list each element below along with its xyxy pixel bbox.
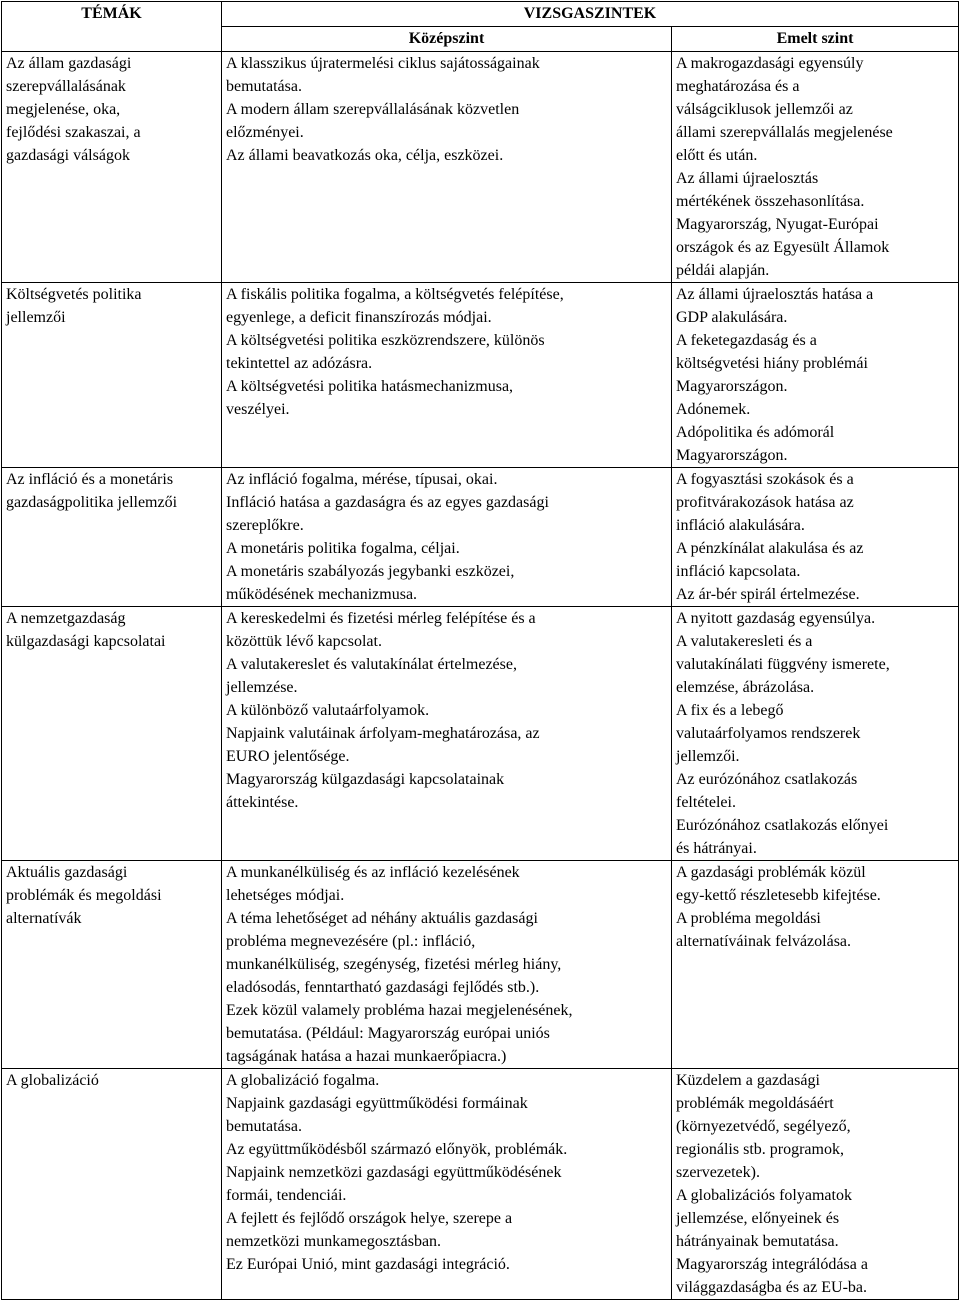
exam-requirements-table bbox=[1, 1, 959, 1300]
table-row bbox=[2, 861, 959, 1069]
intermediate-level-header: Középszint bbox=[222, 27, 672, 52]
advanced-line: infláció kapcsolata. bbox=[676, 563, 801, 580]
topic-line: szerepvállalásának bbox=[6, 78, 126, 95]
intermediate-line: munkanélküliség, szegénység, fizetési mérleg hiány, bbox=[226, 956, 562, 973]
advanced-line: A makrogazdasági egyensúly bbox=[676, 55, 864, 72]
topic-cell bbox=[2, 861, 222, 1069]
intermediate-line: A különböző valutaárfolyamok. bbox=[226, 702, 430, 719]
topic-line: alternatívák bbox=[6, 910, 82, 927]
intermediate-line: jellemzése. bbox=[226, 679, 298, 696]
advanced-line: Magyarország, Nyugat-Európai bbox=[676, 216, 879, 233]
intermediate-line: Az infláció fogalma, mérése, típusai, okai. bbox=[226, 471, 498, 488]
intermediate-line: A klasszikus újratermelési ciklus sajátosságainak bbox=[226, 55, 540, 72]
intermediate-line: EURO jelentősége. bbox=[226, 748, 350, 765]
advanced-line: Az ár-bér spirál értelmezése. bbox=[676, 586, 860, 603]
advanced-line: A valutakeresleti és a bbox=[676, 633, 813, 650]
intermediate-line: áttekintése. bbox=[226, 794, 299, 811]
advanced-line: A feketegazdaság és a bbox=[676, 332, 817, 349]
intermediate-cell bbox=[222, 607, 672, 861]
intermediate-line: működésének mechanizmusa. bbox=[226, 586, 418, 603]
topic-line: A globalizáció bbox=[6, 1072, 99, 1089]
advanced-line: profitvárakozások hatása az bbox=[676, 494, 854, 511]
intermediate-line: A globalizáció fogalma. bbox=[226, 1072, 380, 1089]
topic-line: Az állam gazdasági bbox=[6, 55, 132, 72]
advanced-line: GDP alakulására. bbox=[676, 309, 788, 326]
topic-cell bbox=[2, 1069, 222, 1300]
advanced-line: meghatározása és a bbox=[676, 78, 800, 95]
advanced-line: (környezetvédő, segélyező, bbox=[676, 1118, 851, 1135]
advanced-line: állami szerepvállalás megjelenése bbox=[676, 124, 893, 141]
intermediate-line: A költségvetési politika hatásmechanizmusa, bbox=[226, 378, 514, 395]
intermediate-line: bemutatása. bbox=[226, 78, 302, 95]
topic-line: Költségvetés politika bbox=[6, 286, 142, 303]
advanced-line: Az eurózónához csatlakozás bbox=[676, 771, 858, 788]
topic-cell bbox=[2, 468, 222, 607]
table-row bbox=[2, 468, 959, 607]
topic-cell bbox=[2, 52, 222, 283]
advanced-cell bbox=[672, 1069, 959, 1300]
table-row bbox=[2, 607, 959, 861]
topics-header: TÉMÁK bbox=[2, 2, 222, 52]
intermediate-line: A monetáris politika fogalma, céljai. bbox=[226, 540, 460, 557]
table-row bbox=[2, 52, 959, 283]
intermediate-line: A monetáris szabályozás jegybanki eszközei, bbox=[226, 563, 515, 580]
advanced-line: infláció alakulására. bbox=[676, 517, 805, 534]
intermediate-line: szereplőkre. bbox=[226, 517, 304, 534]
intermediate-line: A munkanélküliség és az infláció kezelésének bbox=[226, 864, 520, 881]
advanced-line: valutakínálati függvény ismerete, bbox=[676, 656, 890, 673]
topic-line: Az infláció és a monetáris bbox=[6, 471, 174, 488]
advanced-line: Eurózónához csatlakozás előnyei bbox=[676, 817, 889, 834]
topic-line: problémák és megoldási bbox=[6, 887, 162, 904]
intermediate-line: egyenlege, a deficit finanszírozás módjai. bbox=[226, 309, 492, 326]
intermediate-line: A modern állam szerepvállalásának közvetlen bbox=[226, 101, 520, 118]
advanced-line: Adónemek. bbox=[676, 401, 751, 418]
advanced-line: példái alapján. bbox=[676, 262, 770, 279]
advanced-line: feltételei. bbox=[676, 794, 736, 811]
advanced-cell bbox=[672, 283, 959, 468]
intermediate-cell bbox=[222, 283, 672, 468]
advanced-line: Küzdelem a gazdasági bbox=[676, 1072, 820, 1089]
advanced-line: Magyarországon. bbox=[676, 447, 788, 464]
intermediate-line: nemzetközi munkamegosztásban. bbox=[226, 1233, 442, 1250]
advanced-line: és hátrányai. bbox=[676, 840, 757, 857]
advanced-level-header: Emelt szint bbox=[672, 27, 959, 52]
advanced-line: költségvetési hiány problémái bbox=[676, 355, 868, 372]
intermediate-line: Magyarország külgazdasági kapcsolatainak bbox=[226, 771, 505, 788]
advanced-line: egy-kettő részletesebb kifejtése. bbox=[676, 887, 881, 904]
exam-levels-header: VIZSGASZINTEK bbox=[222, 2, 959, 27]
advanced-line: szervezetek). bbox=[676, 1164, 760, 1181]
intermediate-line: formái, tendenciái. bbox=[226, 1187, 347, 1204]
advanced-line: elemzése, ábrázolása. bbox=[676, 679, 815, 696]
advanced-line: A gazdasági problémák közül bbox=[676, 864, 866, 881]
intermediate-line: Ez Európai Unió, mint gazdasági integráció. bbox=[226, 1256, 510, 1273]
intermediate-line: Az állami beavatkozás oka, célja, eszközei. bbox=[226, 147, 504, 164]
intermediate-line: A fejlett és fejlődő országok helye, szerepe a bbox=[226, 1210, 513, 1227]
topic-line: külgazdasági kapcsolatai bbox=[6, 633, 166, 650]
advanced-line: problémák megoldásáért bbox=[676, 1095, 834, 1112]
advanced-line: előtt és után. bbox=[676, 147, 758, 164]
intermediate-line: lehetséges módjai. bbox=[226, 887, 345, 904]
intermediate-line: előzményei. bbox=[226, 124, 304, 141]
advanced-line: valutaárfolyamos rendszerek bbox=[676, 725, 861, 742]
advanced-line: jellemzése, előnyeinek és bbox=[676, 1210, 840, 1227]
topic-line: fejlődési szakaszai, a bbox=[6, 124, 141, 141]
advanced-line: A globalizációs folyamatok bbox=[676, 1187, 852, 1204]
advanced-line: Az állami újraelosztás bbox=[676, 170, 819, 187]
intermediate-line: Napjaink nemzetközi gazdasági együttműködésének bbox=[226, 1164, 562, 1181]
intermediate-cell bbox=[222, 468, 672, 607]
intermediate-line: A valutakereslet és valutakínálat értelmezése, bbox=[226, 656, 517, 673]
advanced-line: A probléma megoldási bbox=[676, 910, 821, 927]
advanced-line: A fix és a lebegő bbox=[676, 702, 784, 719]
topic-line: gazdaságpolitika jellemzői bbox=[6, 494, 178, 511]
intermediate-line: A téma lehetőséget ad néhány aktuális gazdasági bbox=[226, 910, 538, 927]
advanced-line: jellemzői. bbox=[676, 748, 740, 765]
advanced-line: Az állami újraelosztás hatása a bbox=[676, 286, 874, 303]
advanced-line: Adópolitika és adómorál bbox=[676, 424, 835, 441]
advanced-line: mértékének összehasonlítása. bbox=[676, 193, 865, 210]
advanced-line: hátrányainak bemutatása. bbox=[676, 1233, 839, 1250]
advanced-line: világgazdaságba és az EU-ba. bbox=[676, 1279, 868, 1296]
topic-line: Aktuális gazdasági bbox=[6, 864, 128, 881]
intermediate-line: tekintettel az adózásra. bbox=[226, 355, 373, 372]
table-row bbox=[2, 1069, 959, 1300]
intermediate-line: bemutatása. (Például: Magyarország európai uniós bbox=[226, 1025, 550, 1042]
advanced-line: Magyarországon. bbox=[676, 378, 788, 395]
advanced-cell bbox=[672, 861, 959, 1069]
intermediate-line: Infláció hatása a gazdaságra és az egyes gazdasági bbox=[226, 494, 549, 511]
intermediate-line: tagságának hatása a hazai munkaerőpiacra.) bbox=[226, 1048, 507, 1065]
intermediate-line: A költségvetési politika eszközrendszere, különös bbox=[226, 332, 545, 349]
topic-cell bbox=[2, 283, 222, 468]
intermediate-line: A kereskedelmi és fizetési mérleg felépítése és a bbox=[226, 610, 536, 627]
advanced-line: országok és az Egyesült Államok bbox=[676, 239, 890, 256]
intermediate-cell bbox=[222, 1069, 672, 1300]
topic-line: jellemzői bbox=[6, 309, 66, 326]
intermediate-line: probléma megnevezésére (pl.: infláció, bbox=[226, 933, 476, 950]
advanced-line: válságciklusok jellemzői az bbox=[676, 101, 853, 118]
intermediate-line: bemutatása. bbox=[226, 1118, 302, 1135]
intermediate-line: Napjaink gazdasági együttműködési formáinak bbox=[226, 1095, 528, 1112]
intermediate-line: Ezek közül valamely probléma hazai megjelenésének, bbox=[226, 1002, 573, 1019]
intermediate-line: közöttük lévő kapcsolat. bbox=[226, 633, 382, 650]
advanced-cell bbox=[672, 52, 959, 283]
intermediate-line: Az együttműködésből származó előnyök, problémák. bbox=[226, 1141, 568, 1158]
intermediate-line: eladósodás, fenntartható gazdasági fejlődés stb.). bbox=[226, 979, 540, 996]
topic-line: gazdasági válságok bbox=[6, 147, 130, 164]
advanced-cell bbox=[672, 607, 959, 861]
table-row bbox=[2, 283, 959, 468]
intermediate-line: veszélyei. bbox=[226, 401, 290, 418]
advanced-line: A pénzkínálat alakulása és az bbox=[676, 540, 864, 557]
intermediate-cell bbox=[222, 861, 672, 1069]
advanced-cell bbox=[672, 468, 959, 607]
intermediate-cell bbox=[222, 52, 672, 283]
advanced-line: A fogyasztási szokások és a bbox=[676, 471, 854, 488]
topic-cell bbox=[2, 607, 222, 861]
advanced-line: alternatíváinak felvázolása. bbox=[676, 933, 852, 950]
intermediate-line: A fiskális politika fogalma, a költségvetés felépítése, bbox=[226, 286, 564, 303]
topic-line: megjelenése, oka, bbox=[6, 101, 121, 118]
advanced-line: A nyitott gazdaság egyensúlya. bbox=[676, 610, 876, 627]
intermediate-line: Napjaink valutáinak árfolyam-meghatározása, az bbox=[226, 725, 540, 742]
advanced-line: Magyarország integrálódása a bbox=[676, 1256, 868, 1273]
topic-line: A nemzetgazdaság bbox=[6, 610, 126, 627]
advanced-line: regionális stb. programok, bbox=[676, 1141, 844, 1158]
